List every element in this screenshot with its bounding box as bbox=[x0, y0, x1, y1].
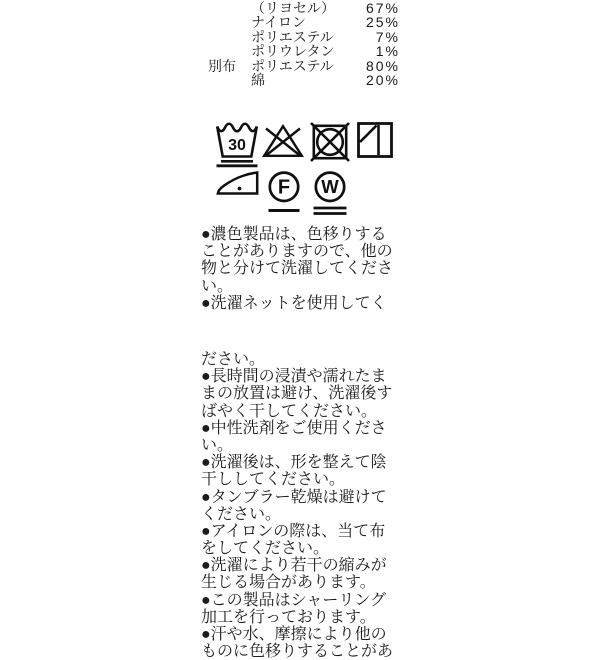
composition-material: 綿 bbox=[251, 71, 265, 88]
care-note-line: ださい。 bbox=[201, 351, 266, 368]
care-note-line: ことがありますので、他の bbox=[201, 243, 393, 261]
hang-dry-in-shade-icon bbox=[357, 122, 393, 158]
composition-percent: 80% bbox=[365, 57, 400, 74]
composition-percent: 20% bbox=[365, 71, 400, 88]
dry-clean-letter: F bbox=[277, 176, 291, 199]
care-note-line: ください。 bbox=[201, 505, 282, 523]
care-note-line: ●洗濯により若干の縮みが bbox=[201, 557, 387, 575]
iron-temperature-dot bbox=[238, 187, 242, 191]
composition-prefix bbox=[208, 1, 251, 15]
care-note-line: ●長時間の浸漬や濡れたま bbox=[201, 368, 387, 386]
care-note-line: ばやく干してください。 bbox=[201, 402, 378, 420]
composition-percent: 7% bbox=[375, 28, 400, 45]
composition-prefix bbox=[208, 44, 251, 58]
care-notes-block-1 bbox=[201, 226, 411, 312]
care-note-line: ●タンブラー乾燥は避けて bbox=[201, 488, 387, 506]
care-note-line: ●濃色製品は、色移りする bbox=[201, 226, 387, 243]
composition-percent: 1% bbox=[375, 43, 400, 60]
care-note-line: ●中性洗剤をご使用くださ bbox=[201, 419, 387, 437]
care-notes-block-2 bbox=[201, 351, 411, 660]
composition-percent: 25% bbox=[365, 14, 400, 31]
composition-row bbox=[208, 73, 400, 87]
dry-clean-F-gentle-icon bbox=[266, 170, 302, 214]
care-note-line: まの放置は避け、洗濯後す bbox=[201, 385, 393, 403]
composition-row bbox=[208, 15, 400, 29]
care-note-line: い。 bbox=[201, 277, 234, 295]
do-not-bleach-icon bbox=[262, 124, 304, 158]
composition-material: ポリエステル bbox=[251, 57, 334, 74]
composition-material: ポリエステル bbox=[251, 28, 334, 45]
care-note-line: ●洗濯ネットを使用してく bbox=[201, 294, 387, 312]
care-note-line: ものに色移りすることがあ bbox=[201, 643, 394, 660]
wet-clean-letter: W bbox=[321, 176, 339, 197]
care-note-line: をしてください。 bbox=[201, 540, 330, 558]
care-note-line: 生じる場合があります。 bbox=[201, 574, 376, 592]
composition-prefix: 別布 bbox=[208, 57, 236, 74]
composition-prefix bbox=[208, 15, 251, 29]
composition-percent: 67% bbox=[365, 0, 400, 16]
care-note-line: 加工を行っております。 bbox=[201, 608, 376, 626]
composition-prefix bbox=[208, 30, 251, 44]
care-note-line: ●洗濯後は、形を整えて陰 bbox=[201, 454, 387, 472]
composition-row bbox=[208, 1, 400, 15]
composition-row bbox=[208, 59, 400, 73]
composition-material: ナイロン bbox=[251, 14, 307, 31]
wash-30-very-gentle-icon bbox=[215, 121, 259, 167]
care-note-line: ●この製品はシャーリング bbox=[201, 591, 387, 609]
composition-row bbox=[208, 30, 400, 44]
care-note-line: い。 bbox=[201, 436, 234, 454]
care-note-line: ●汗や水、摩擦により他の bbox=[201, 626, 387, 643]
care-note-line: ●アイロンの際は、当て布 bbox=[201, 522, 386, 540]
composition-material: ポリウレタン bbox=[251, 43, 335, 60]
care-note-line: 物と分けて洗濯してくださ bbox=[201, 260, 394, 278]
wet-clean-W-very-gentle-icon bbox=[311, 170, 349, 216]
composition-material: （リヨセル） bbox=[251, 0, 335, 16]
fabric-composition-table bbox=[208, 1, 400, 87]
wash-temperature-label: 30 bbox=[228, 137, 246, 154]
composition-prefix bbox=[208, 73, 251, 87]
do-not-tumble-dry-icon bbox=[310, 122, 350, 162]
care-note-line: 干ししてください。 bbox=[201, 471, 346, 489]
composition-row bbox=[208, 44, 400, 58]
iron-low-one-dot-icon bbox=[214, 163, 260, 199]
